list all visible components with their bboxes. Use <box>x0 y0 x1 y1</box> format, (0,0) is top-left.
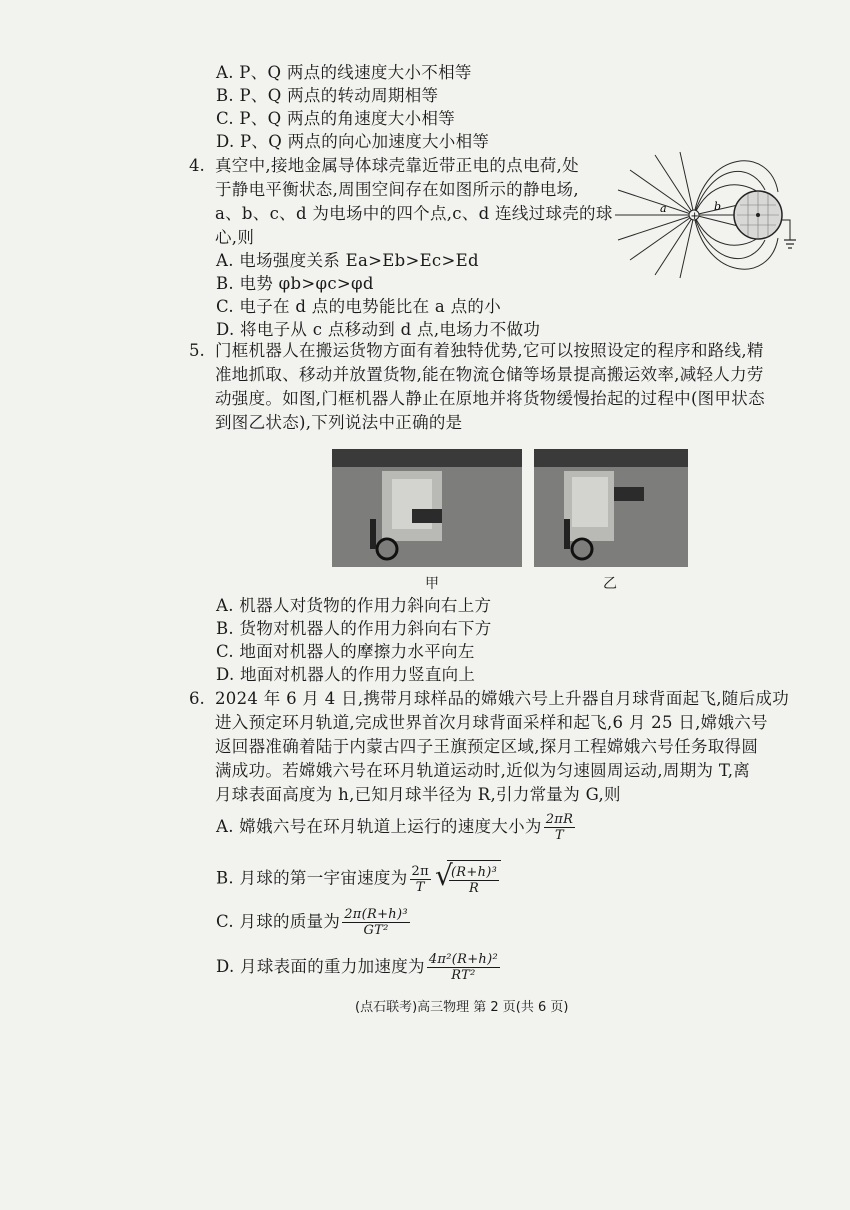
q6-stem-line-4: 满成功。若嫦娥六号在环月轨道运动时,近似为匀速圆周运动,周期为 T,离 <box>215 761 751 780</box>
q6-option-b: B. 月球的第一宇宙速度为 $\frac{2\pi}{T}$ √ $\frac{\text{(R+h)³}}{R}$ <box>216 860 501 898</box>
q5-option-a: A. 机器人对货物的作用力斜向右上方 <box>216 596 492 615</box>
q3-option-b: B. P、Q 两点的转动周期相等 <box>216 86 439 105</box>
page-footer: (点石联考)高三物理 第 2 页(共 6 页) <box>355 1000 569 1015</box>
electric-field-diagram <box>610 150 810 285</box>
q6-stem-line-2: 进入预定环月轨道,完成世界首次月球背面采样和起飞,6 月 25 日,嫦娥六号 <box>215 713 768 732</box>
robot-photo-state-b <box>534 449 688 567</box>
point-a-label: a <box>660 202 667 215</box>
q4-option-c: C. 电子在 d 点的电势能比在 a 点的小 <box>216 297 502 316</box>
q5-stem-line-1: 门框机器人在搬运货物方面有着独特优势,它可以按照设定的程序和路线,精 <box>215 341 764 360</box>
q6-stem-line-1: 2024 年 6 月 4 日,携带月球样品的嫦娥六号上升器自月球背面起飞,随后成功 <box>215 689 790 708</box>
q4-option-b: B. 电势 φb>φc>φd <box>216 274 374 293</box>
q5-option-d: D. 地面对机器人的作用力竖直向上 <box>216 665 476 684</box>
q6-d-fraction: $\frac{\text{4π²(R+h)²}}{\text{RT²}}$ <box>428 952 498 983</box>
q6-c-fraction: $\frac{\text{2π(R+h)³}}{\text{GT²}}$ <box>344 907 408 938</box>
q4-stem-line-1: 真空中,接地金属导体球壳靠近带正电的点电荷,处 <box>215 156 579 175</box>
q5-option-b: B. 货物对机器人的作用力斜向右下方 <box>216 619 492 638</box>
q5-stem-line-4: 到图乙状态),下列说法中正确的是 <box>215 413 463 432</box>
q3-option-c: C. P、Q 两点的角速度大小相等 <box>216 109 456 128</box>
q5-stem-line-3: 动强度。如图,门框机器人静止在原地并将货物缓慢抬起的过程中(图甲状态 <box>215 389 765 408</box>
photo-caption-jia: 甲 <box>425 576 439 592</box>
q4-option-a: A. 电场强度关系 Ea>Eb>Ec>Ed <box>216 251 479 270</box>
q6-stem-line-3: 返回器准确着陆于内蒙古四子王旗预定区域,探月工程嫦娥六号任务取得圆 <box>215 737 759 756</box>
q6-a-fraction: $\frac{2\pi R}{T}$ <box>545 812 574 843</box>
q6-number: 6. <box>189 689 205 708</box>
q6-b-sqrt: √ $\frac{\text{(R+h)³}}{R}$ <box>435 860 501 898</box>
q5-option-c: C. 地面对机器人的摩擦力水平向左 <box>216 642 475 661</box>
q4-stem-line-2: 于静电平衡状态,周围空间存在如图所示的静电场, <box>215 180 579 199</box>
q3-option-a: A. P、Q 两点的线速度大小不相等 <box>216 63 472 82</box>
robot-photo-state-a <box>332 449 522 567</box>
q5-number: 5. <box>189 341 205 360</box>
q6-stem-line-5: 月球表面高度为 h,已知月球半径为 R,引力常量为 G,则 <box>215 785 621 804</box>
q3-option-d: D. P、Q 两点的向心加速度大小相等 <box>216 132 490 151</box>
q4-number: 4. <box>189 156 205 175</box>
charge-plus-label: + <box>690 211 699 222</box>
point-b-label: b <box>714 200 722 213</box>
q4-stem-line-4: 心,则 <box>215 228 255 247</box>
q6-option-c: C. 月球的质量为 $\frac{\text{2π(R+h)³}}{\text{GT²}}$ <box>216 907 408 938</box>
q4-stem-line-3: a、b、c、d 为电场中的四个点,c、d 连线过球壳的球 <box>215 204 613 223</box>
q5-stem-line-2: 准地抓取、移动并放置货物,能在物流仓储等场景提高搬运效率,减轻人力劳 <box>215 365 764 384</box>
q6-option-a: A. 嫦娥六号在环月轨道上运行的速度大小为 $\frac{2\pi R}{T}$ <box>216 812 574 843</box>
q4-option-d: D. 将电子从 c 点移动到 d 点,电场力不做功 <box>216 320 541 339</box>
q6-b-fraction: $\frac{2\pi}{T}$ <box>411 863 429 895</box>
photo-caption-yi: 乙 <box>603 576 617 592</box>
q6-option-d: D. 月球表面的重力加速度为 $\frac{\text{4π²(R+h)²}}{\text{RT²}}$ <box>216 952 498 983</box>
